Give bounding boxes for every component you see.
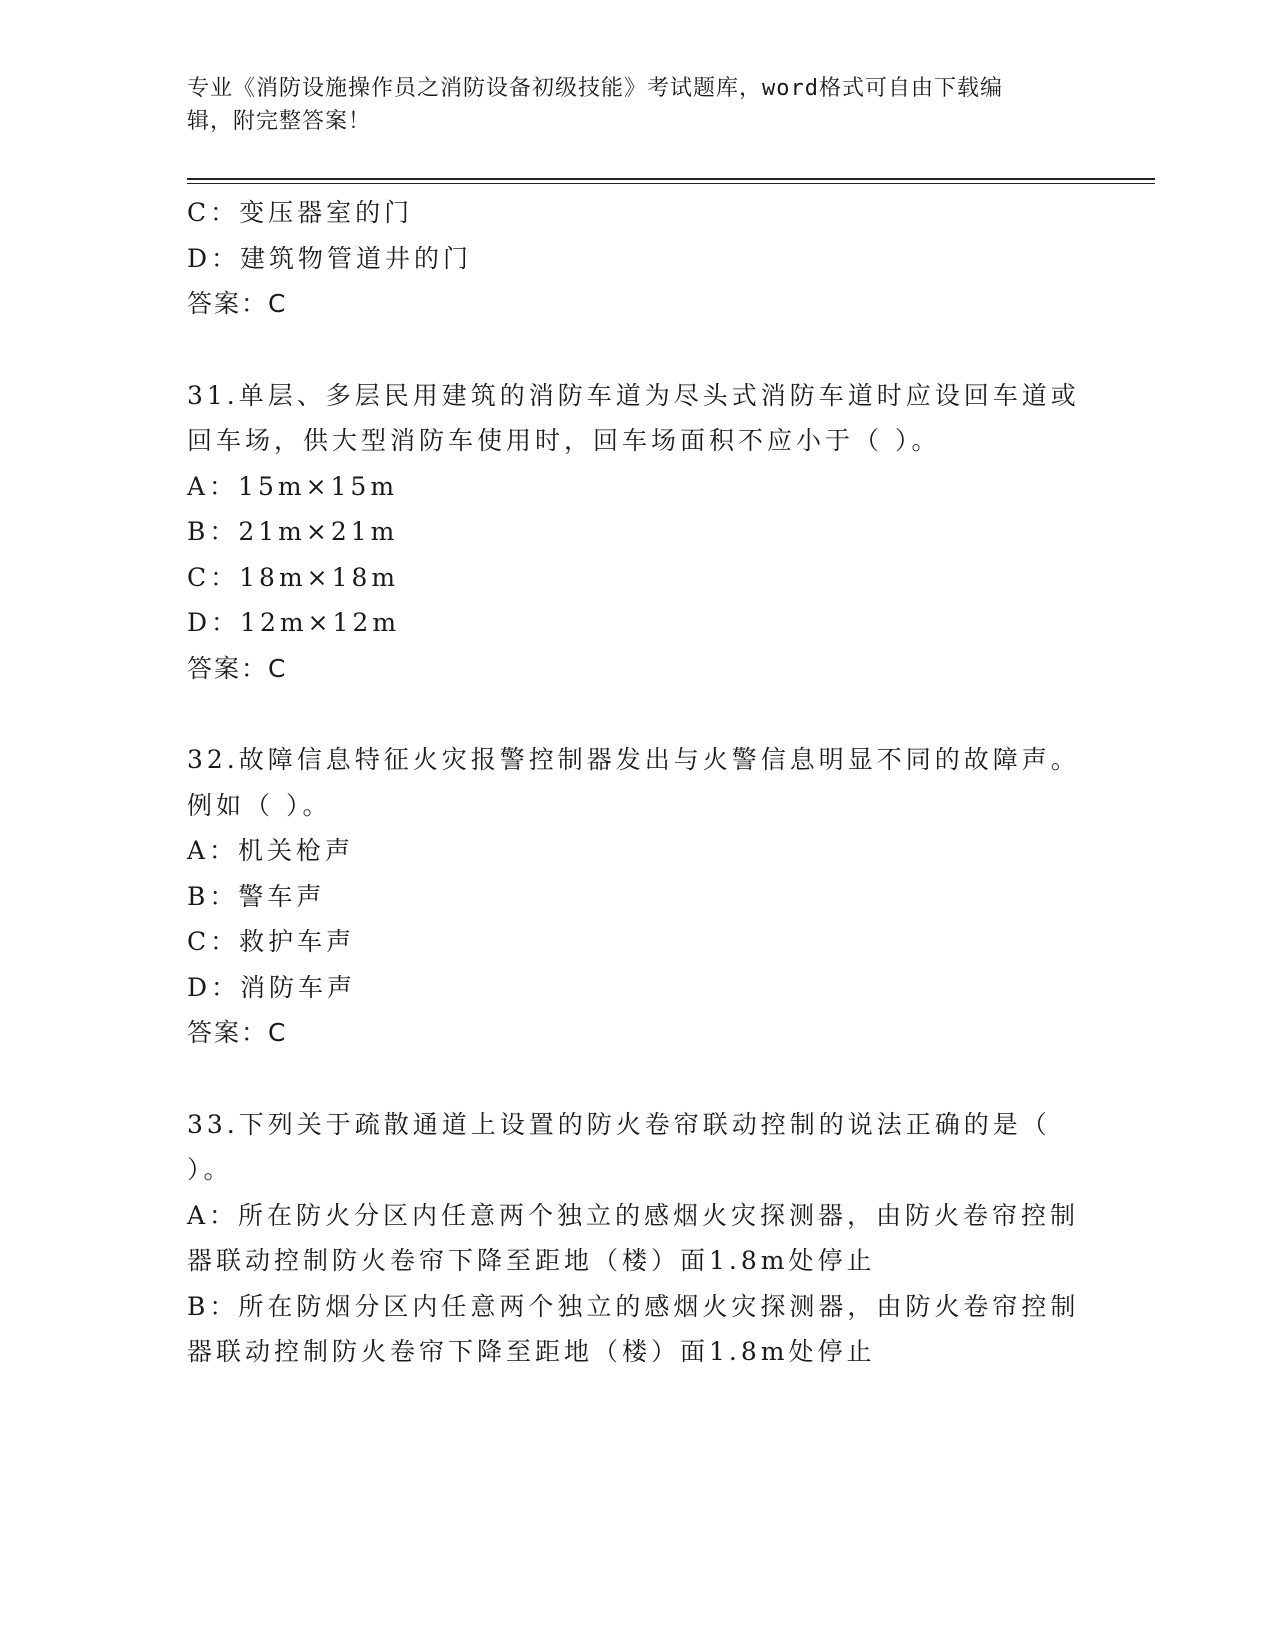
header-divider-thick: [187, 178, 1155, 180]
option-d: D：建筑物管道井的门: [187, 243, 473, 273]
header-line-1: 专业《消防设施操作员之消防设备初级技能》考试题库，word格式可自由下载编: [187, 76, 1003, 101]
option-a: A：机关枪声: [187, 836, 355, 865]
answer: 答案：C: [187, 1018, 288, 1047]
option-b-continued: 器联动控制防火卷帘下降至距地（楼）面1.8m处停止: [187, 1337, 876, 1366]
answer: 答案：C: [187, 289, 288, 318]
option-c: C：救护车声: [187, 927, 356, 956]
option-a: A：15m×15m: [187, 471, 399, 501]
spacer: [187, 327, 1087, 373]
spacer: [187, 1056, 1087, 1102]
header-divider-thin: [187, 183, 1155, 184]
document-body: [187, 190, 1087, 1375]
question-32: [187, 737, 1087, 1056]
question-33: [187, 1102, 1087, 1375]
option-b: B：21m×21m: [187, 517, 399, 546]
question-31: [187, 373, 1087, 692]
document-header: [187, 72, 1067, 138]
question-stem: 32.故障信息特征火灾报警控制器发出与火警信息明显不同的故障声。: [187, 745, 1080, 774]
question-stem: 33.下列关于疏散通道上设置的防火卷帘联动控制的说法正确的是（: [187, 1109, 1051, 1139]
option-b: B：所在防烟分区内任意两个独立的感烟火灾探测器，由防火卷帘控制: [187, 1291, 1080, 1321]
question-stem: 例如（ ）。: [187, 790, 332, 820]
question-stem: 回车场，供大型消防车使用时，回车场面积不应小于（ ）。: [187, 426, 941, 455]
option-a-continued: 器联动控制防火卷帘下降至距地（楼）面1.8m处停止: [187, 1246, 876, 1275]
question-stem: 31.单层、多层民用建筑的消防车道为尽头式消防车道时应设回车道或: [187, 380, 1080, 410]
option-b: B：警车声: [187, 881, 326, 911]
option-d: D：12m×12m: [187, 608, 401, 637]
answer: 答案：C: [187, 653, 288, 683]
option-a: A：所在防火分区内任意两个独立的感烟火灾探测器，由防火卷帘控制: [187, 1200, 1080, 1230]
spacer: [187, 691, 1087, 737]
question-stem: ）。: [187, 1155, 233, 1184]
option-d: D：消防车声: [187, 972, 357, 1002]
header-line-2: 辑，附完整答案！: [187, 109, 372, 134]
option-c: C：变压器室的门: [187, 198, 414, 227]
question-30-tail: [187, 190, 1087, 327]
option-c: C：18m×18m: [187, 562, 400, 592]
